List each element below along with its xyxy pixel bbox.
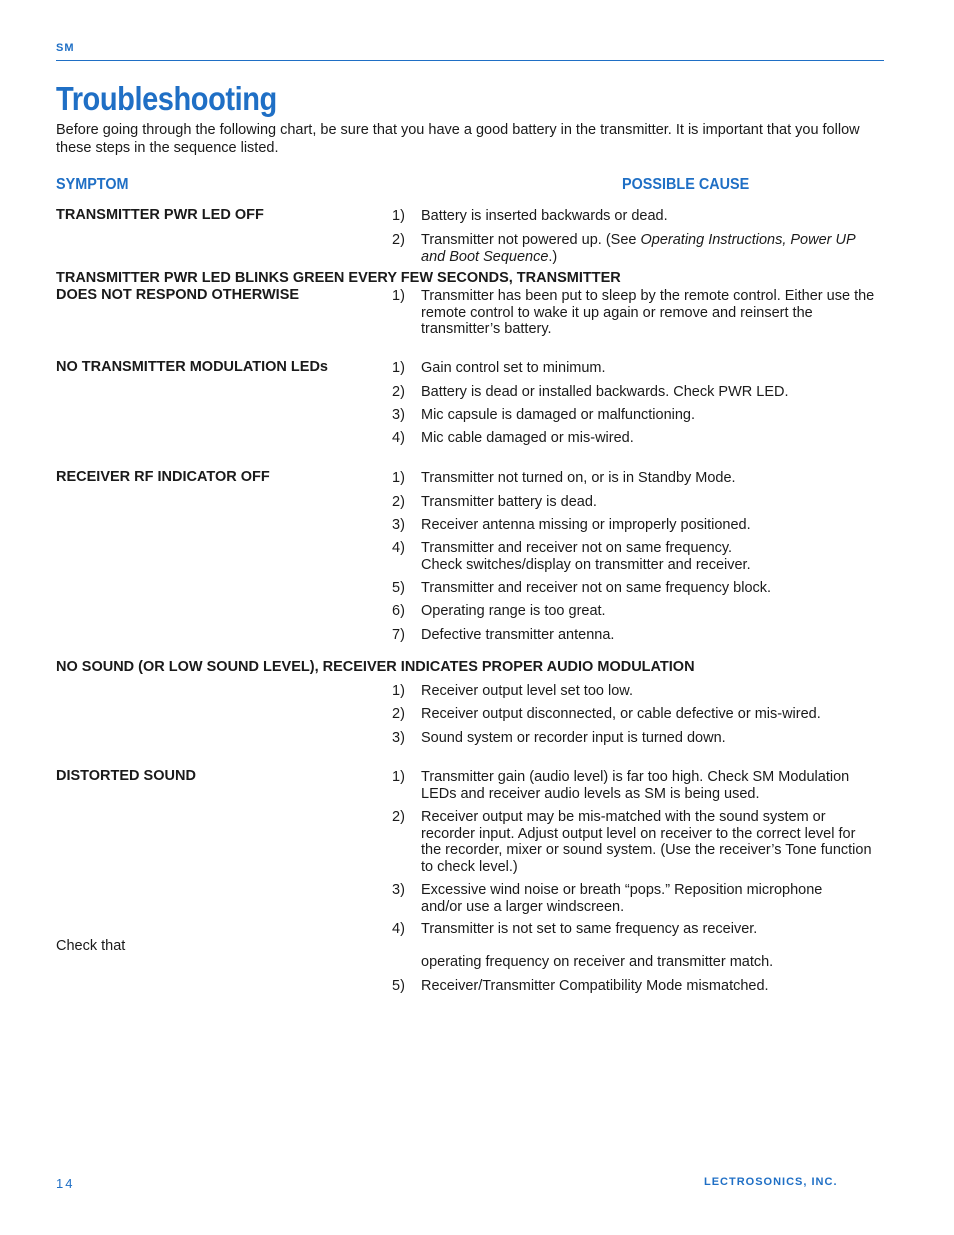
cause-number: 2) (392, 232, 405, 248)
cause-item (392, 430, 882, 447)
cause-number: 1) (392, 470, 405, 486)
cause-item (392, 232, 882, 265)
cause-number: 1) (392, 360, 405, 376)
cause-number: 5) (392, 580, 405, 596)
symptom-pwr-led-blinks-cont: DOES NOT RESPOND OTHERWISE (56, 287, 300, 303)
cause-item (392, 360, 882, 377)
cause-text: operating frequency on receiver and transmitter match. (421, 954, 774, 970)
cause-text: Transmitter battery is dead. (421, 494, 597, 510)
symptom-column-header: SYMPTOM (56, 176, 129, 193)
symptom-pwr-led-off: TRANSMITTER PWR LED OFF (56, 207, 264, 223)
cause-number: 4) (392, 540, 405, 556)
cause-text: Receiver output may be mis-matched with the sound system or recorder input. Adjust output level on receiver to the correct level for the recorder, mixer or sound system. (Use the receiver’s Tone function to check level.) (421, 809, 872, 875)
cause-text: Operating range is too great. (421, 603, 606, 619)
cause-text: Mic cable damaged or mis-wired. (421, 430, 634, 446)
cause-item (392, 603, 882, 620)
cause-number: 2) (392, 809, 405, 825)
cause-text: Battery is inserted backwards or dead. (421, 208, 668, 224)
intro-paragraph: Before going through the following chart, be sure that you have a good battery in the transmitter. It is important that you follow these steps in the sequence listed. (56, 122, 860, 156)
footer-brand: LECTROSONICS, INC. (704, 1176, 838, 1188)
cause-number: 1) (392, 683, 405, 699)
cause-item (392, 288, 882, 338)
cause-item (392, 730, 882, 747)
symptom-rf-indicator-off: RECEIVER RF INDICATOR OFF (56, 469, 270, 485)
cause-number: 6) (392, 603, 405, 619)
cause-item (392, 208, 882, 225)
cause-text: Defective transmitter antenna. (421, 627, 615, 643)
cause-item (392, 882, 882, 915)
cause-item (392, 683, 882, 700)
cause-number: 4) (392, 921, 405, 937)
cause-item (392, 978, 882, 995)
cause-item (392, 407, 882, 424)
cause-item (392, 706, 882, 723)
cause-item (392, 384, 882, 401)
cause-text: Sound system or recorder input is turned down. (421, 730, 726, 746)
page-number: 14 (56, 1176, 75, 1191)
cause-item-continuation (392, 954, 882, 971)
header-rule (56, 60, 884, 61)
cause-number: 3) (392, 407, 405, 423)
cause-column-header: POSSIBLE CAUSE (622, 176, 750, 193)
cause-item (392, 809, 882, 875)
cause-number: 1) (392, 288, 405, 304)
side-note: Check that (56, 938, 126, 954)
cause-item (392, 627, 882, 644)
symptom-no-modulation-leds: NO TRANSMITTER MODULATION LEDs (56, 359, 328, 375)
cause-text: Transmitter and receiver not on same frequency block. (421, 580, 772, 596)
cause-text: Transmitter is not set to same frequency as receiver. (421, 921, 758, 937)
cause-text: Transmitter gain (audio level) is far too high. Check SM Modulation LEDs and receiver audio levels as SM is being used. (421, 769, 850, 802)
cause-item (392, 580, 882, 597)
page-title: Troubleshooting (56, 80, 277, 117)
cause-number: 2) (392, 494, 405, 510)
cause-number: 5) (392, 978, 405, 994)
cause-number: 4) (392, 430, 405, 446)
cause-number: 2) (392, 384, 405, 400)
cause-item (392, 470, 882, 487)
cause-number: 3) (392, 730, 405, 746)
cause-text: Excessive wind noise or breath “pops.” Reposition microphone and/or use a larger windscreen. (421, 882, 823, 915)
cause-item (392, 769, 882, 802)
symptom-distorted-sound: DISTORTED SOUND (56, 768, 196, 784)
cause-item (392, 494, 882, 511)
cause-number: 1) (392, 769, 405, 785)
cause-number: 2) (392, 706, 405, 722)
cause-number: 1) (392, 208, 405, 224)
cause-item (392, 540, 882, 573)
cause-number: 7) (392, 627, 405, 643)
cause-text: Transmitter not turned on, or is in Standby Mode. (421, 470, 736, 486)
cause-text: Receiver antenna missing or improperly positioned. (421, 517, 751, 533)
cause-text: Receiver output level set too low. (421, 683, 633, 699)
cause-text: Transmitter and receiver not on same frequency. Check switches/display on transmitter and receiver. (421, 540, 751, 573)
cause-text: Transmitter has been put to sleep by the remote control. Either use the remote control to wake it up again or remove and reinsert the transmitter’s battery. (421, 288, 875, 337)
symptom-pwr-led-blinks: TRANSMITTER PWR LED BLINKS GREEN EVERY FEW SECONDS, TRANSMITTER (56, 270, 621, 286)
cause-number: 3) (392, 517, 405, 533)
symptom-no-sound: NO SOUND (OR LOW SOUND LEVEL), RECEIVER INDICATES PROPER AUDIO MODULATION (56, 659, 695, 675)
cause-text: Transmitter not powered up. (See Operating Instructions, Power UP and Boot Sequence.) (421, 232, 856, 265)
cause-text: Battery is dead or installed backwards. Check PWR LED. (421, 384, 789, 400)
cause-text: Gain control set to minimum. (421, 360, 606, 376)
cause-text: Receiver/Transmitter Compatibility Mode mismatched. (421, 978, 769, 994)
cause-number: 3) (392, 882, 405, 898)
header-tag: SM (56, 42, 75, 54)
cause-text: Receiver output disconnected, or cable defective or mis-wired. (421, 706, 821, 722)
cause-item (392, 921, 882, 938)
cause-text: Mic capsule is damaged or malfunctioning. (421, 407, 696, 423)
cause-item (392, 517, 882, 534)
